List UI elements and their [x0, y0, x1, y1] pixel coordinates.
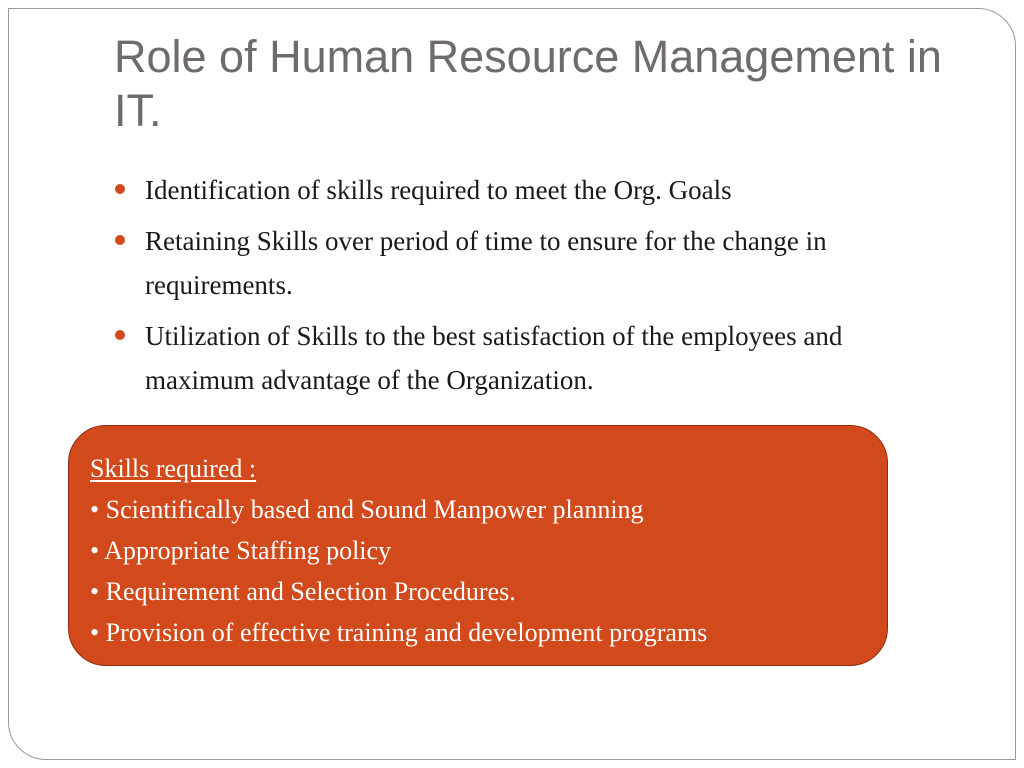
skills-item-training-programs: • Provision of effective training and development programs	[90, 618, 708, 647]
bullet-item-skill-utilization	[114, 314, 954, 402]
bullet-dot-icon	[115, 330, 125, 340]
slide-title: Role of Human Resource Management in IT.	[114, 31, 942, 136]
skills-heading: Skills required :	[90, 454, 257, 483]
bullet-dot-icon	[115, 184, 125, 194]
bullet-text: Identification of skills required to meet the Org. Goals	[145, 175, 732, 205]
bullet-item-skill-identification	[114, 168, 954, 212]
bullet-dot-icon	[115, 235, 125, 245]
skills-item-staffing-policy: • Appropriate Staffing policy	[90, 536, 392, 565]
bullet-list	[114, 168, 954, 409]
bullet-text: Utilization of Skills to the best satisfaction of the employees and maximum advantage of the Organization.	[145, 321, 843, 395]
bullet-item-skill-retention	[114, 219, 954, 307]
bullet-text: Retaining Skills over period of time to ensure for the change in requirements.	[145, 226, 827, 300]
skills-item-selection-procedures: • Requirement and Selection Procedures.	[90, 577, 516, 606]
skills-required-box	[68, 425, 888, 666]
skills-item-manpower-planning: • Scientifically based and Sound Manpower planning	[90, 495, 644, 524]
